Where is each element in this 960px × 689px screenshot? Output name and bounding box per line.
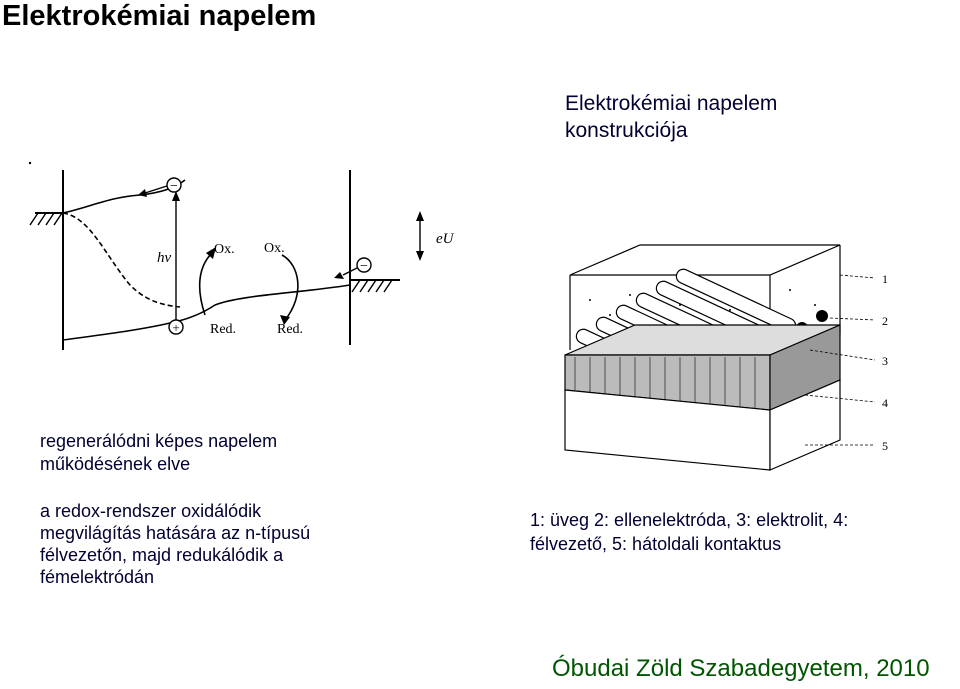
cell-construction-diagram: [560, 240, 930, 480]
layer-number: 5: [882, 439, 888, 453]
layer-number: 2: [882, 314, 888, 328]
plus-sign: +: [172, 320, 180, 335]
caption-line: regenerálódni képes napelem: [40, 431, 278, 451]
subtitle-line: konstrukciója: [565, 119, 688, 142]
layer-number: 1: [882, 272, 888, 286]
caption-line: megvilágítás hatására az n-típusú: [40, 523, 311, 543]
caption-line: fémelektródán: [40, 567, 155, 587]
caption-line: működésének elve: [40, 454, 191, 474]
figure-subtitle: [565, 90, 777, 144]
diagram-caption-principle: [40, 430, 277, 476]
layer-number: 3: [882, 354, 888, 368]
ox-label-1: Ox.: [214, 242, 235, 257]
legend-line: 1: üveg 2: ellenelektróda, 3: elektrolit, 4:: [530, 510, 849, 530]
diagram-caption-redox: [40, 500, 310, 588]
footer-credit: Óbudai Zöld Szabadegyetem, 2010: [552, 655, 930, 682]
layer-number: 4: [882, 396, 888, 410]
construction-legend: [530, 508, 848, 556]
band-diagram: [0, 155, 470, 355]
red-label-2: Red.: [277, 322, 304, 337]
subtitle-line: Elektrokémiai napelem: [565, 92, 778, 115]
minus-sign-right: −: [360, 259, 368, 274]
red-label-1: Red.: [210, 322, 237, 337]
ox-label-2: Ox.: [264, 241, 285, 256]
hv-label: hν: [157, 250, 172, 266]
page-title: Elektrokémiai napelem: [2, 0, 317, 32]
eu-label: eU: [436, 231, 454, 247]
caption-line: a redox-rendszer oxidálódik: [40, 501, 262, 521]
minus-sign-top: −: [170, 179, 178, 194]
caption-line: félvezetőn, majd redukálódik a: [40, 545, 284, 565]
legend-line: félvezető, 5: hátoldali kontaktus: [530, 534, 782, 554]
